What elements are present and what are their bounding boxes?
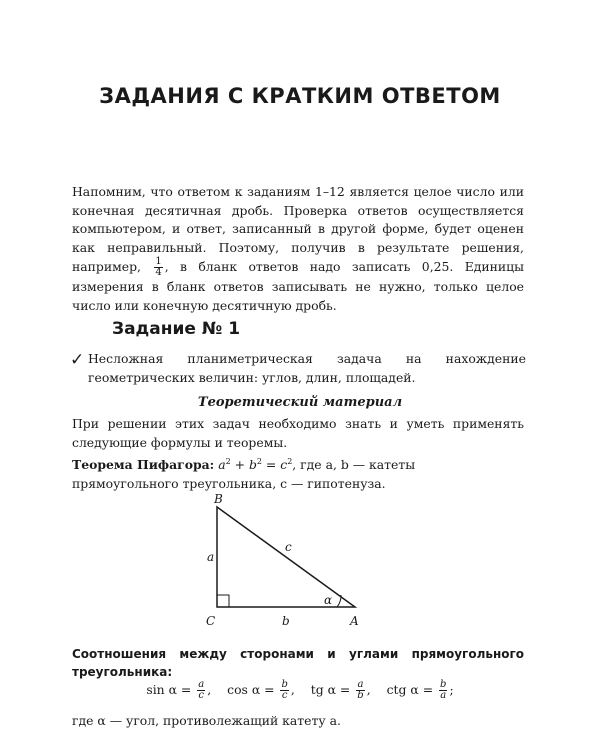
theory-subheading: Теоретический материал <box>197 395 403 410</box>
right-angle-mark <box>217 595 229 607</box>
fraction-numerator: 1 <box>155 256 162 268</box>
alpha-definition: где α — угол, противолежащий катету a. <box>72 713 341 728</box>
side-b-label: b <box>282 614 290 628</box>
page-title: ЗАДАНИЯ С КРАТКИМ ОТВЕТОМ <box>99 84 501 108</box>
checkmark-icon: ✓ <box>70 350 85 370</box>
cos-formula: cos α = $\frac{b}{c}$ , <box>227 679 295 701</box>
angle-alpha-label: α <box>324 593 333 607</box>
pythagoras-explanation: , где a, b — катеты прямоугольного треугольника, c — гипотенуза. <box>72 457 416 491</box>
intro-paragraph <box>72 183 524 316</box>
fraction-denominator: 4 <box>155 267 162 279</box>
intro-text-part1: Напомним, что ответом к заданиям 1–12 является целое число или конечная десятичная дробь. Проверка ответов осуществляется компьютером, и ответ, записанный в другой форме, будет оценен как неправильный. Поэтому, получив в результате решения, например, <box>72 184 524 275</box>
side-c-label: c <box>285 540 292 554</box>
pythagoras-formula: $a^2 + b^2 = c^2$ <box>218 457 293 473</box>
trig-formulas <box>0 680 600 701</box>
triangle-outline <box>217 507 355 607</box>
side-a-label: a <box>207 550 215 564</box>
ctg-formula: ctg α = $\frac{b}{a}$ ; <box>386 679 454 701</box>
sin-formula: sin α = $\frac{a}{c}$ , <box>146 679 212 701</box>
intro-text-part2: , в бланк ответов надо записать 0,25. Единицы измерения в бланк ответов записывать не нужно, только целое число или конечную десятичную дробь. <box>72 259 524 313</box>
intro-fraction <box>154 257 162 278</box>
theory-text: При решении этих задач необходимо знать и уметь применять следующие формулы и теоремы. <box>72 416 524 450</box>
task-heading: Задание № 1 <box>112 319 241 339</box>
pythagoras-label: Теорема Пифагора: <box>72 457 215 473</box>
vertex-b-label: B <box>214 492 223 506</box>
vertex-a-label: A <box>350 614 359 628</box>
tg-formula: tg α = $\frac{a}{b}$ , <box>310 679 371 701</box>
right-triangle-diagram <box>190 485 390 635</box>
relations-heading: Соотношения между сторонами и углами прямоугольного треугольника: <box>72 647 524 679</box>
task-description: Несложная планиметрическая задача на нахождение геометрических величин: углов, длин, площадей. <box>88 351 526 385</box>
vertex-c-label: C <box>206 614 216 628</box>
